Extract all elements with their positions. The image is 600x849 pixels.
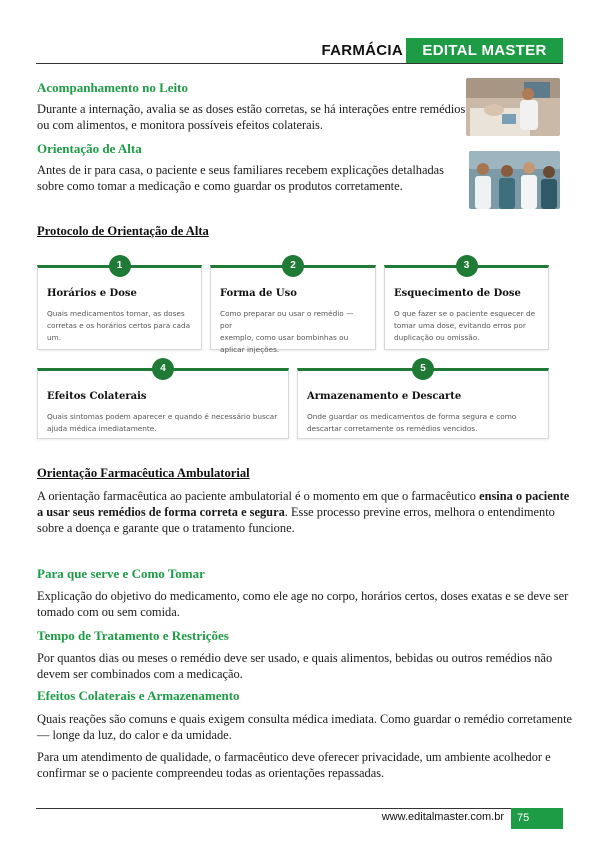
card-number-badge: 4 [152,358,174,380]
para-acompanhamento-l1: Durante a internação, avalia se as doses estão corretas, se há interações entre remédios [37,102,466,116]
text-run: . Esse processo previne erros, melhora o entendimento [284,505,555,519]
protocol-card-5 [297,363,549,439]
para-tempo-l1: Por quantos dias ou meses o remédio deve ser usado, e quais alimentos, bebidas ou outros remédios não [37,651,553,665]
header-subject: FARMÁCIA [321,42,403,59]
protocol-card-4 [37,363,289,439]
para-serve-l1: Explicação do objetivo do medicamento, como ele age no corpo, horários certos, doses exatas e se deve ser [37,589,569,603]
page-header [36,38,563,64]
card-text [307,411,540,435]
card-text-line: Quais medicamentos tomar, as doses [47,309,185,318]
protocol-card-1 [37,260,202,350]
nurse-bedside-photo [466,78,560,136]
page-number: 75 [511,808,563,829]
para-ambulatorial-l3: sobre a doença e garante que o tratamento funcione. [37,521,295,535]
section-title-efeitos: Efeitos Colaterais e Armazenamento [37,688,240,703]
para-acompanhamento-l2: ou com alimentos, e monitora possíveis efeitos colaterais. [37,118,323,132]
card-title: Efeitos Colaterais [47,391,147,402]
medical-team-photo [469,151,560,209]
footer-website-link[interactable]: www.editalmaster.com.br [381,811,504,823]
ambulatorial-title: Orientação Farmacêutica Ambulatorial [37,466,250,480]
header-rule [36,63,563,64]
section-title-acompanhamento: Acompanhamento no Leito [37,80,188,95]
protocol-title: Protocolo de Orientação de Alta [37,224,209,238]
card-text-line: O que fazer se o paciente esquecer de [394,309,536,318]
card-text-line: um. [47,333,62,342]
card-text-line: descartar corretamente os remédios vencidos. [307,424,478,433]
protocol-card-2 [210,260,376,354]
card-text-line: ajuda médica imediatamente. [47,424,157,433]
card-text-line: Quais sintomas podem aparecer e quando é necessário buscar [47,412,278,421]
text-run-bold: ensina o paciente [479,489,570,503]
card-text-line: Onde guardar os medicamentos de forma segura e como [307,412,517,421]
text-run-bold: a usar seus remédios de forma correta e segura [37,505,285,519]
header-brand: EDITAL MASTER [406,38,563,64]
card-text [47,308,193,344]
card-text-line: duplicação ou omissão. [394,333,480,342]
card-title: Forma de Uso [220,288,297,299]
section-title-tempo: Tempo de Tratamento e Restrições [37,628,229,643]
card-number-badge: 5 [412,358,434,380]
para-serve-l2: tomado com ou sem comida. [37,605,180,619]
para-ambulatorial-l2 [37,504,555,521]
card-text-line: aplicar injeções. [220,345,280,354]
card-title: Armazenamento e Descarte [307,391,462,402]
para-ambulatorial-l1 [37,488,569,505]
card-text-line: exemplo, como usar bombinhas ou [220,333,349,342]
card-number-badge: 2 [282,255,304,277]
para-efeitos-l3: Para um atendimento de qualidade, o farmacêutico deve oferecer privacidade, um ambiente acolhedor e [37,750,551,764]
section-title-serve: Para que serve e Como Tomar [37,566,205,581]
section-title-orientacao-alta: Orientação de Alta [37,141,142,156]
protocol-card-3 [384,260,549,350]
card-number-badge: 1 [109,255,131,277]
card-text-line: tomar uma dose, evitando erros por [394,321,526,330]
card-text-line: Como preparar ou usar o remédio — por [220,309,354,330]
para-orientacao-alta-l1: Antes de ir para casa, o paciente e seus familiares recebem explicações detalhadas [37,163,444,177]
footer-rule [36,808,563,809]
card-text [220,308,367,356]
para-tempo-l2: devem ser combinados com a medicação. [37,667,243,681]
text-run: A orientação farmacêutica ao paciente ambulatorial é o momento em que o farmacêutico [37,489,480,503]
para-efeitos-l4: confirmar se o paciente compreendeu todas as orientações repassadas. [37,766,385,780]
para-efeitos-l1: Quais reações são comuns e quais exigem consulta médica imediata. Como guardar o remédio corretamente [37,712,573,726]
card-text [47,411,280,435]
card-title: Horários e Dose [47,288,137,299]
para-orientacao-alta-l2: sobre como tomar a medicação e como guardar os produtos corretamente. [37,179,403,193]
card-title: Esquecimento de Dose [394,288,521,299]
para-efeitos-l2: — longe da luz, do calor e da umidade. [37,728,232,742]
card-text-line: corretas e os horários certos para cada [47,321,191,330]
card-text [394,308,540,344]
card-number-badge: 3 [456,255,478,277]
